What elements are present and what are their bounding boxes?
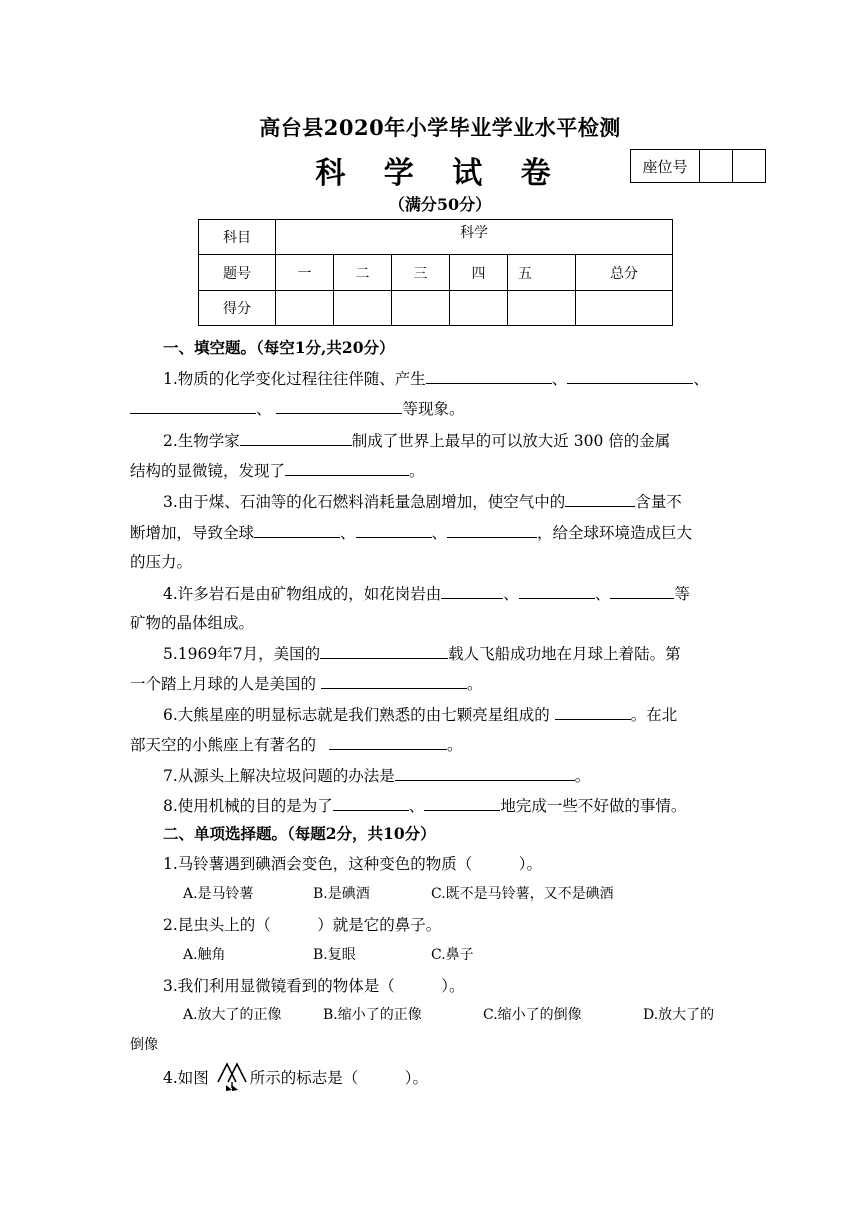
blank[interactable]: [424, 793, 500, 811]
s2-q4-text: 4.如图: [163, 1069, 209, 1087]
separator: 、: [340, 524, 356, 543]
s2-q1-option-a[interactable]: A.是马铃薯: [183, 886, 254, 902]
score-row-label-question: 题号: [199, 255, 276, 291]
seat-label: 座位号: [631, 150, 700, 183]
score-row-label-subject: 科目: [199, 220, 276, 255]
s1-q4-text2: 等: [674, 585, 690, 604]
blank[interactable]: [447, 520, 537, 538]
s1-q5-line1: [163, 641, 681, 664]
s1-q7-text: 7.从源头上解决垃圾问题的办法是: [163, 767, 395, 786]
blank[interactable]: [395, 763, 575, 781]
s1-q7-end: 。: [574, 767, 591, 786]
s2-q2-stem: 2.昆虫头上的（ ）就是它的鼻子。: [163, 916, 442, 934]
s1-q2-text3: 结构的显微镜，发现了: [130, 462, 286, 481]
s2-q3-option-c[interactable]: C.缩小了的倒像: [483, 1007, 582, 1023]
s1-q8-text: 8.使用机械的目的是为了: [163, 797, 333, 816]
score-table: [198, 219, 673, 326]
s1-q1-line1: [163, 366, 709, 389]
s1-q3-line3: [130, 550, 192, 572]
score-cell-5[interactable]: [508, 291, 576, 326]
s1-q6-text3: 部天空的小熊座上有著名的: [130, 736, 321, 755]
s2-q2-option-c[interactable]: C.鼻子: [431, 947, 474, 963]
s1-q2-line1: [163, 428, 670, 451]
s1-q2-line2: [130, 458, 425, 481]
s1-q3-line1: [163, 489, 682, 512]
s1-q5-text2: 载人飞船成功地在月球上着陆。第: [448, 645, 681, 664]
separator: 、: [408, 797, 425, 816]
s2-q4-stem: [163, 1060, 428, 1098]
section1-heading: 一、填空题。（每空1分,共20分）: [163, 338, 395, 357]
separator: 、: [551, 370, 568, 389]
s1-q7: [163, 763, 590, 786]
blank[interactable]: [555, 702, 631, 720]
s1-q1-text: 1.物质的化学变化过程往往伴随、产生: [163, 370, 426, 389]
blank[interactable]: [285, 458, 409, 476]
s1-q2-text: 2.生物学家: [163, 432, 240, 451]
s1-q5-end: 。: [466, 675, 483, 694]
s1-q3-text: 3.由于煤、石油等的化石燃料消耗量急剧增加，使空气中的: [163, 493, 566, 512]
s2-q2-option-b[interactable]: B.复眼: [313, 947, 356, 963]
blank[interactable]: [276, 396, 402, 414]
full-score: （满分50分）: [388, 195, 492, 214]
blank[interactable]: [565, 489, 635, 507]
score-cell-1[interactable]: [276, 291, 334, 326]
seat-number-box: [630, 149, 766, 183]
s2-q1-option-b[interactable]: B.是碘酒: [313, 886, 370, 902]
s2-q3-option-a[interactable]: A.放大了的正像: [183, 1007, 282, 1023]
s1-q6-line2: [130, 732, 462, 755]
subject-title: 科 学 试 卷: [315, 156, 565, 191]
s1-q4-line1: [163, 581, 690, 604]
s1-q5-text: 5.1969年7月，美国的: [163, 645, 321, 664]
score-cell-2[interactable]: [334, 291, 392, 326]
s2-q2-option-a[interactable]: A.触角: [183, 947, 226, 963]
s1-q6-text: 6.大熊星座的明显标志就是我们熟悉的由七颗亮星组成的: [163, 706, 555, 725]
subject-cell: 科学: [276, 220, 673, 255]
s1-q6-end: 。: [446, 736, 463, 755]
score-cell-total[interactable]: [576, 291, 673, 326]
separator: 、: [594, 585, 611, 604]
seat-cell-1[interactable]: [700, 150, 733, 183]
blank[interactable]: [240, 428, 352, 446]
s1-q6-text2: 。在北: [630, 706, 678, 725]
s2-q1-option-c[interactable]: C.既不是马铃薯，又不是碘酒: [431, 886, 614, 902]
s2-q3-option-d-cont: 倒像: [130, 1037, 158, 1053]
s2-q3-option-d[interactable]: D.放大了的: [643, 1007, 715, 1023]
s1-q4-text: 4.许多岩石是由矿物组成的，如花岗岩由: [163, 585, 442, 604]
column-header-2: 二: [334, 255, 392, 291]
blank[interactable]: [333, 793, 409, 811]
blank[interactable]: [329, 732, 447, 750]
blank[interactable]: [519, 581, 595, 599]
separator: 、: [256, 400, 272, 419]
blank[interactable]: [254, 520, 340, 538]
column-header-1: 一: [276, 255, 334, 291]
separator: 、: [503, 585, 519, 604]
blank[interactable]: [130, 396, 256, 414]
exam-title: 高台县2020年小学毕业学业水平检测: [259, 115, 621, 140]
s1-q1-line2: [130, 396, 464, 419]
s1-q2-text2: 制成了世界上最早的可以放大近 300 倍的金属: [351, 432, 671, 451]
separator: 、: [693, 370, 709, 389]
s1-q8: [163, 793, 686, 816]
blank[interactable]: [426, 366, 552, 384]
blank[interactable]: [610, 581, 674, 599]
separator: 、: [431, 524, 448, 543]
s2-q1-stem: 1.马铃薯遇到碘酒会变色，这种变色的物质（ ）。: [163, 855, 543, 873]
column-header-total: 总分: [576, 255, 673, 291]
column-header-3: 三: [392, 255, 450, 291]
score-cell-4[interactable]: [450, 291, 508, 326]
seat-cell-2[interactable]: [733, 150, 766, 183]
s1-q1-end: 等现象。: [402, 400, 465, 419]
section2-heading: 二、单项选择题。（每题2分，共10分）: [163, 824, 436, 843]
s1-q2-end: 。: [409, 462, 425, 481]
score-row-label-score: 得分: [199, 291, 276, 326]
column-header-5: 五: [508, 255, 576, 291]
blank[interactable]: [567, 366, 693, 384]
s1-q5-line2: [130, 671, 482, 694]
s1-q3-text3: 断增加，导致全球: [130, 524, 255, 543]
s1-q4-end: 矿物的晶体组成。: [130, 614, 255, 632]
blank[interactable]: [321, 671, 467, 689]
s1-q5-text3: 一个踏上月球的人是美国的: [130, 675, 321, 694]
s1-q3-end: 的压力。: [130, 553, 193, 571]
s1-q6-line1: [163, 702, 677, 725]
s1-q3-text2: 含量不: [635, 493, 682, 512]
blank[interactable]: [320, 641, 448, 659]
s1-q8-end: 地完成一些不好做的事情。: [500, 797, 687, 816]
s2-q3-option-b[interactable]: B.缩小了的正像: [323, 1007, 422, 1023]
s1-q4-line2: [130, 611, 254, 633]
recycle-icon: [214, 1060, 250, 1098]
blank[interactable]: [356, 520, 432, 538]
s2-q4-text2: 所示的标志是（ ）。: [249, 1069, 428, 1087]
score-cell-3[interactable]: [392, 291, 450, 326]
s1-q3-text4: ，给全球环境造成巨大: [537, 524, 693, 543]
blank[interactable]: [441, 581, 503, 599]
s2-q3-stem: 3.我们利用显微镜看到的物体是（ ）。: [163, 977, 465, 995]
s1-q3-line2: [130, 520, 692, 543]
column-header-4: 四: [450, 255, 508, 291]
